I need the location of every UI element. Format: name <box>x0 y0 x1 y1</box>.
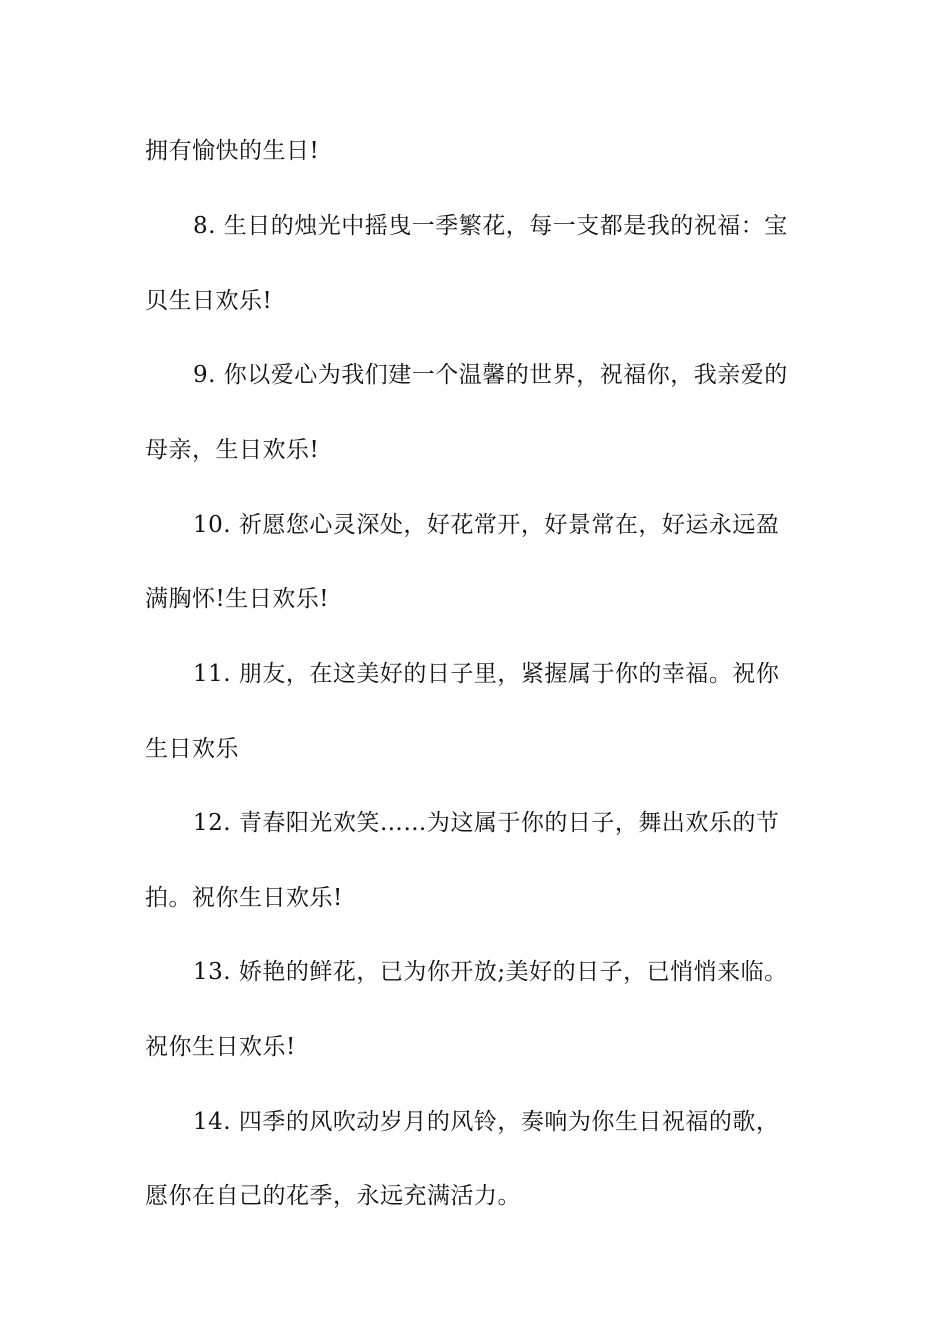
paragraph-9-line-1: 9. 你以爱心为我们建一个温馨的世界，祝福你，我亲爱的 <box>193 362 788 388</box>
paragraph-11-line-1: 11. 朋友，在这美好的日子里，紧握属于你的幸福。祝你 <box>193 661 780 687</box>
paragraph-continuation-line: 拥有愉快的生日! <box>145 138 320 164</box>
paragraph-8-line-2: 贝生日欢乐! <box>145 288 273 314</box>
paragraph-8-line-1: 8. 生日的烛光中摇曳一季繁花，每一支都是我的祝福：宝 <box>193 213 788 239</box>
paragraph-9-line-2: 母亲，生日欢乐! <box>145 437 320 463</box>
paragraph-14-line-2: 愿你在自己的花季，永远充满活力。 <box>145 1183 521 1209</box>
paragraph-12-line-1: 12. 青春阳光欢笑……为这属于你的日子，舞出欢乐的节 <box>193 810 780 836</box>
paragraph-13-line-1: 13. 娇艳的鲜花，已为你开放;美好的日子，已悄悄来临。 <box>193 959 788 985</box>
paragraph-14-line-1: 14. 四季的风吹动岁月的风铃，奏响为你生日祝福的歌， <box>193 1109 780 1135</box>
paragraph-12-line-2: 拍。祝你生日欢乐! <box>145 885 343 911</box>
paragraph-11-line-2: 生日欢乐 <box>145 736 239 762</box>
paragraph-10-line-1: 10. 祈愿您心灵深处，好花常开，好景常在，好运永远盈 <box>193 512 780 538</box>
paragraph-10-line-2: 满胸怀!生日欢乐! <box>145 586 329 612</box>
paragraph-13-line-2: 祝你生日欢乐! <box>145 1034 296 1060</box>
